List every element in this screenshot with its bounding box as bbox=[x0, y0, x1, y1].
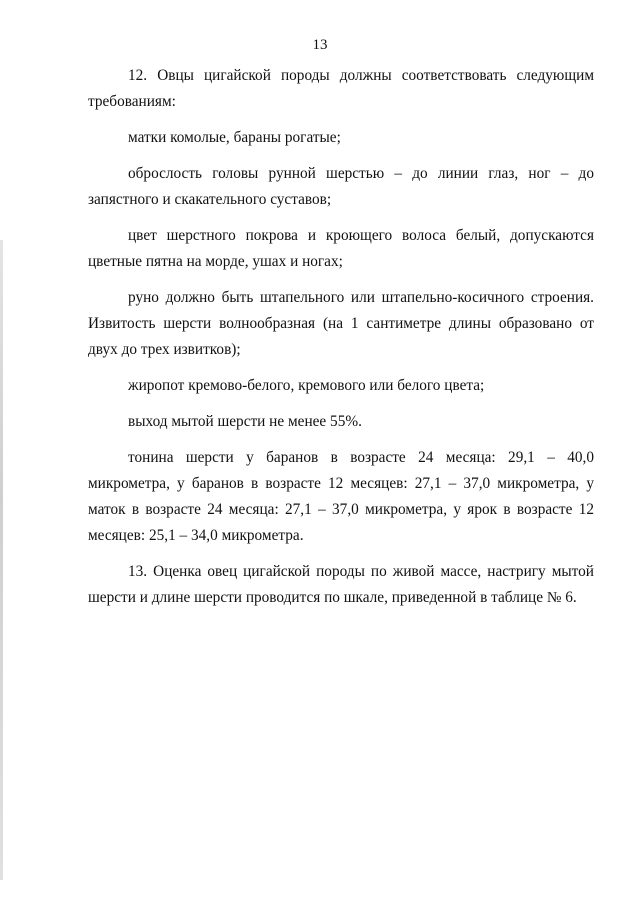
document-body bbox=[88, 63, 594, 611]
paragraph-wool-coverage: оброслость головы рунной шерстью – до линии глаз, ног – до запястного и скакательного суставов; bbox=[88, 165, 594, 208]
paragraph-clean-wool-yield: выход мытой шерсти не менее 55%. bbox=[128, 413, 362, 430]
paragraph-fleece-structure: руно должно быть штапельного или штапельно-косичного строения. Извитость шерсти волнообразная (на 1 сантиметре длины образовано от двух до трех извитков); bbox=[88, 289, 594, 358]
paragraph-fleece-color: цвет шерстного покрова и кроющего волоса белый, допускаются цветные пятна на морде, ушах и ногах; bbox=[88, 227, 594, 270]
paragraph-12-intro: 12. Овцы цигайской породы должны соответствовать следующим требованиям: bbox=[88, 67, 594, 110]
paragraph-horns: матки комолые, бараны рогатые; bbox=[128, 129, 341, 146]
scan-edge-shadow bbox=[0, 240, 3, 880]
paragraph-wool-fineness: тонина шерсти у баранов в возрасте 24 месяца: 29,1 – 40,0 микрометра, у баранов в возрасте 12 месяцев: 27,1 – 37,0 микрометра, у маток в возрасте 24 месяца: 27,1 – 37,0 микрометра, у ярок в возрасте 12 месяцев: 25,1 – 34,0 микрометра. bbox=[88, 449, 594, 544]
page-number: 13 bbox=[312, 37, 328, 53]
paragraph-13-evaluation: 13. Оценка овец цигайской породы по живой массе, настригу мытой шерсти и длине шерсти проводится по шкале, приведенной в таблице № 6. bbox=[88, 563, 594, 606]
paragraph-yolk-color: жиропот кремово-белого, кремового или белого цвета; bbox=[128, 377, 485, 394]
